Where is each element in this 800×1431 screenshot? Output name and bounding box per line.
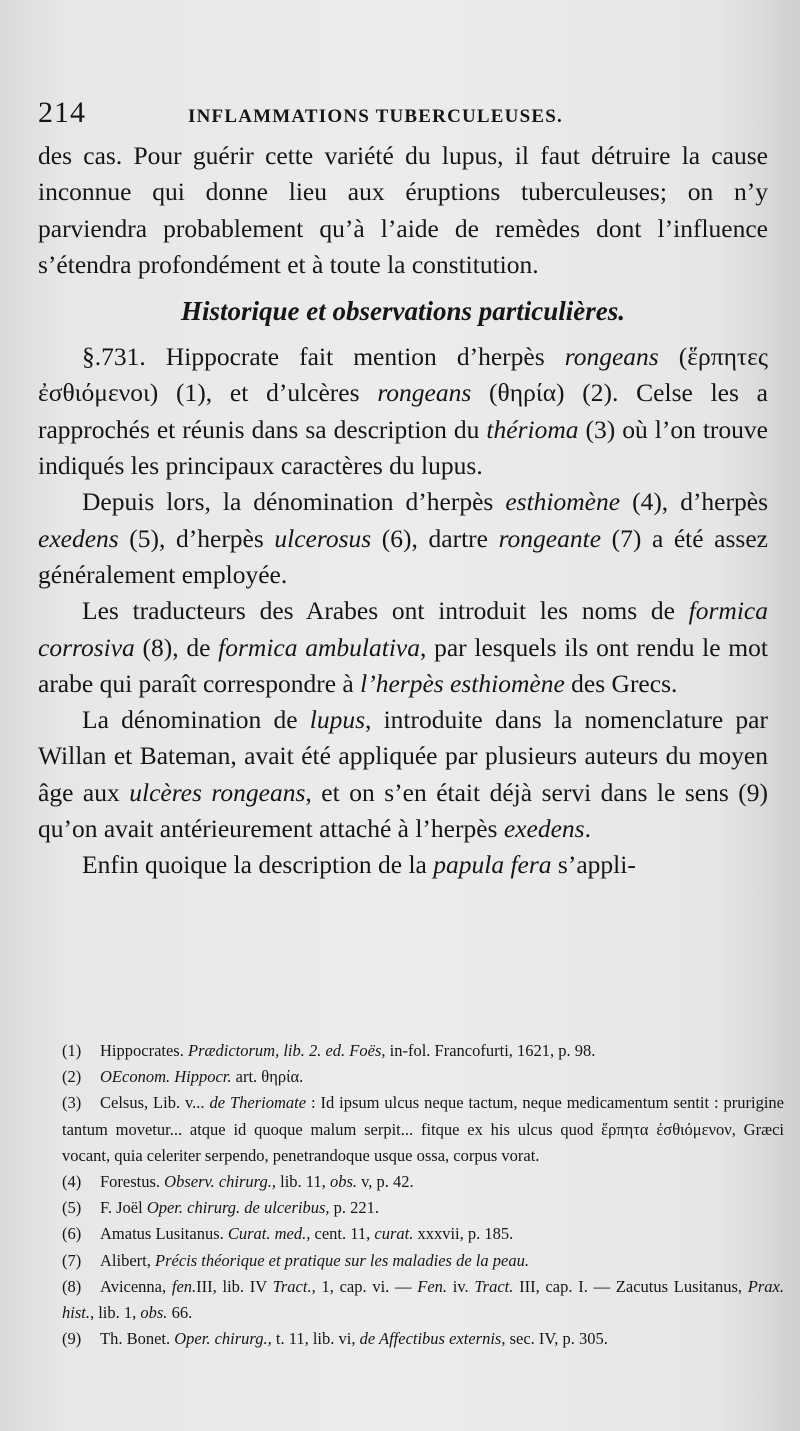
italic-term: rongeans: [377, 378, 472, 408]
italic-term: Tract.: [474, 1276, 514, 1296]
italic-term: Fen.: [417, 1276, 448, 1296]
intro-paragraph: des cas. Pour guérir cette variété du lupus, il faut détruire la cause inconnue qui donne lieu aux éruptions tuberculeuses; on n’y parviendra probablement qu’à l’aide de remèdes dont l’influence s’étendra profondément et à toute la constitution.: [38, 141, 768, 279]
italic-term: formica corrosiva: [38, 596, 768, 662]
text-run: III, lib. IV: [196, 1276, 273, 1296]
text-run: lib. 11,: [276, 1172, 330, 1192]
italic-term: fen.: [171, 1276, 197, 1296]
text-run: in-fol. Francofurti, 1621, p. 98.: [385, 1041, 596, 1060]
footnote-9: [62, 1326, 784, 1352]
text-run: .: [584, 814, 591, 844]
text-run: , et on s’en était déjà servi dans le sens (9) qu’on avait antérieurement attaché à l’herpès: [38, 777, 768, 844]
footnote-7: [62, 1248, 784, 1274]
italic-term: rongeante: [498, 523, 602, 553]
italic-term: curat.: [374, 1224, 414, 1244]
text-run: iv.: [447, 1276, 475, 1296]
section-heading: Historique et observations particulières.: [180, 296, 625, 327]
italic-term: obs.: [140, 1303, 168, 1323]
text-run: p. 221.: [329, 1198, 380, 1218]
text-run: Amatus Lusitanus.: [100, 1224, 228, 1244]
text-run: Alibert,: [100, 1250, 155, 1270]
footnote-number: (5): [62, 1198, 82, 1218]
text-run: Celsus, Lib. v...: [100, 1093, 210, 1113]
italic-term: papula fera: [433, 850, 552, 880]
footnote-8: [62, 1274, 784, 1326]
italic-term: Prædictorum, lib. 2. ed. Foës,: [187, 1041, 386, 1060]
paragraph-denominations: [38, 484, 768, 593]
text-run: 66.: [167, 1303, 193, 1323]
footnote-number: (4): [62, 1172, 82, 1192]
italic-term: Tract.,: [272, 1276, 316, 1296]
text-run: III, cap. I. — Zacutus Lusitanus,: [513, 1276, 748, 1296]
text-run: , introduite dans la nomenclature par Willan et Bateman, avait été appliquée par plusieurs auteurs du moyen âge aux: [38, 705, 768, 807]
italic-term: Curat. med.,: [227, 1224, 311, 1244]
footnote-number: (6): [62, 1224, 82, 1244]
text-run: 1, cap. vi. —: [315, 1276, 418, 1296]
italic-term: lupus: [309, 705, 366, 735]
text-run: , par lesquels ils ont rendu le mot arabe qui paraît correspondre à: [38, 632, 768, 698]
footnote-1: [62, 1038, 784, 1064]
italic-term: ulcères rongeans: [129, 777, 306, 807]
text-run: s’appli-: [551, 850, 636, 880]
text-run: (7) a été assez généralement employée.: [38, 523, 768, 589]
text-run: Avicenna,: [100, 1276, 172, 1296]
italic-term: esthiomène: [505, 487, 621, 517]
text-run: lib. 1,: [94, 1303, 141, 1323]
footnote-4: [62, 1169, 784, 1195]
italic-term: ulcerosus: [274, 523, 372, 553]
text-run: Hippocrates.: [100, 1041, 188, 1060]
italic-term: exedens: [503, 814, 585, 844]
italic-term: obs.: [329, 1172, 357, 1192]
footnote-6: [62, 1221, 784, 1247]
footnotes: [62, 1038, 784, 1352]
text-run: des Grecs.: [564, 668, 678, 698]
footnote-number: (1): [62, 1041, 82, 1060]
italic-term: OEconom. Hippocr.: [100, 1067, 232, 1087]
italic-term: Précis théorique et pratique sur les maladies de la peau.: [155, 1250, 529, 1270]
italic-term: Prax. hist.,: [62, 1276, 784, 1323]
italic-term: formica ambulativa: [218, 632, 420, 662]
text-run: xxxvii, p. 185.: [413, 1224, 514, 1244]
text-run: (θηρία) (2). Celse les a rapprochés et réunis dans sa description du: [38, 378, 769, 444]
running-title: INFLAMMATIONS TUBERCULEUSES.: [188, 106, 563, 127]
text-run: cent. 11,: [310, 1224, 375, 1244]
text-run: Th. Bonet.: [100, 1329, 175, 1349]
text-run: Enfin quoique la description de la: [82, 850, 434, 880]
text-run: Forestus.: [100, 1172, 165, 1192]
paragraph-papula-fera: [38, 847, 768, 883]
text-run: : Id ipsum ulcus neque tactum, neque medicamentum sentit : prurigine tantum movetur... atque id quoque malum serpit... fitque ex his ulcus quod ἕρπητα ἐσθιόμενον, Græci vocant, quia celeriter serpendo, penetrandoque usque ossa, corpus vorat.: [62, 1093, 785, 1165]
text-run: (5), d’herpès: [118, 523, 275, 553]
footnote-number: (3): [62, 1093, 82, 1113]
text-run: (6), dartre: [371, 523, 499, 553]
italic-term: de Affectibus externis,: [359, 1329, 506, 1349]
italic-term: Oper. chirurg.,: [174, 1329, 272, 1349]
italic-term: l’herpès esthiomène: [360, 668, 565, 698]
text-run: La dénomination de: [82, 705, 310, 735]
text-run: §.731. Hippocrate fait mention d’herpès: [82, 342, 565, 372]
italic-term: rongeans: [564, 342, 659, 372]
footnote-5: [62, 1195, 784, 1221]
footnote-number: (9): [62, 1329, 82, 1349]
text-run: F. Joël: [100, 1198, 147, 1218]
italic-term: thérioma: [486, 414, 579, 444]
text-run: v, p. 42.: [356, 1172, 414, 1192]
page-header: [38, 96, 778, 136]
text-run: Les traducteurs des Arabes ont introduit les noms de: [82, 596, 689, 626]
text-run: Depuis lors, la dénomination d’herpès: [82, 487, 506, 517]
text-run: (4), d’herpès: [620, 487, 768, 517]
page-number: 214: [38, 96, 86, 129]
text-run: sec. IV, p. 305.: [505, 1329, 608, 1349]
paragraph-lupus-name: [38, 702, 768, 847]
text-run: (ἕρπητες ἐσθιόμενοι) (1), et d’ulcères: [38, 342, 768, 408]
italic-term: Observ. chirurg.,: [164, 1172, 276, 1192]
footnote-2: [62, 1064, 784, 1090]
text-run: t. 11, lib. vi,: [271, 1329, 360, 1349]
main-text: [38, 138, 768, 884]
footnote-number: (8): [62, 1276, 82, 1296]
footnote-number: (7): [62, 1250, 82, 1270]
paragraph-731: [38, 339, 768, 484]
italic-term: Oper. chirurg. de ulceribus,: [146, 1198, 330, 1218]
text-run: (8), de: [134, 632, 219, 662]
footnote-3: [62, 1090, 784, 1169]
paragraph-arab-translators: [38, 593, 768, 702]
footnote-number: (2): [62, 1067, 82, 1087]
italic-term: exedens: [38, 523, 119, 553]
text-run: (3) où l’on trouve indiqués les principaux caractères du lupus.: [38, 414, 768, 481]
italic-term: de Theriomate: [209, 1093, 307, 1113]
text-run: art. θηρία.: [231, 1067, 304, 1087]
